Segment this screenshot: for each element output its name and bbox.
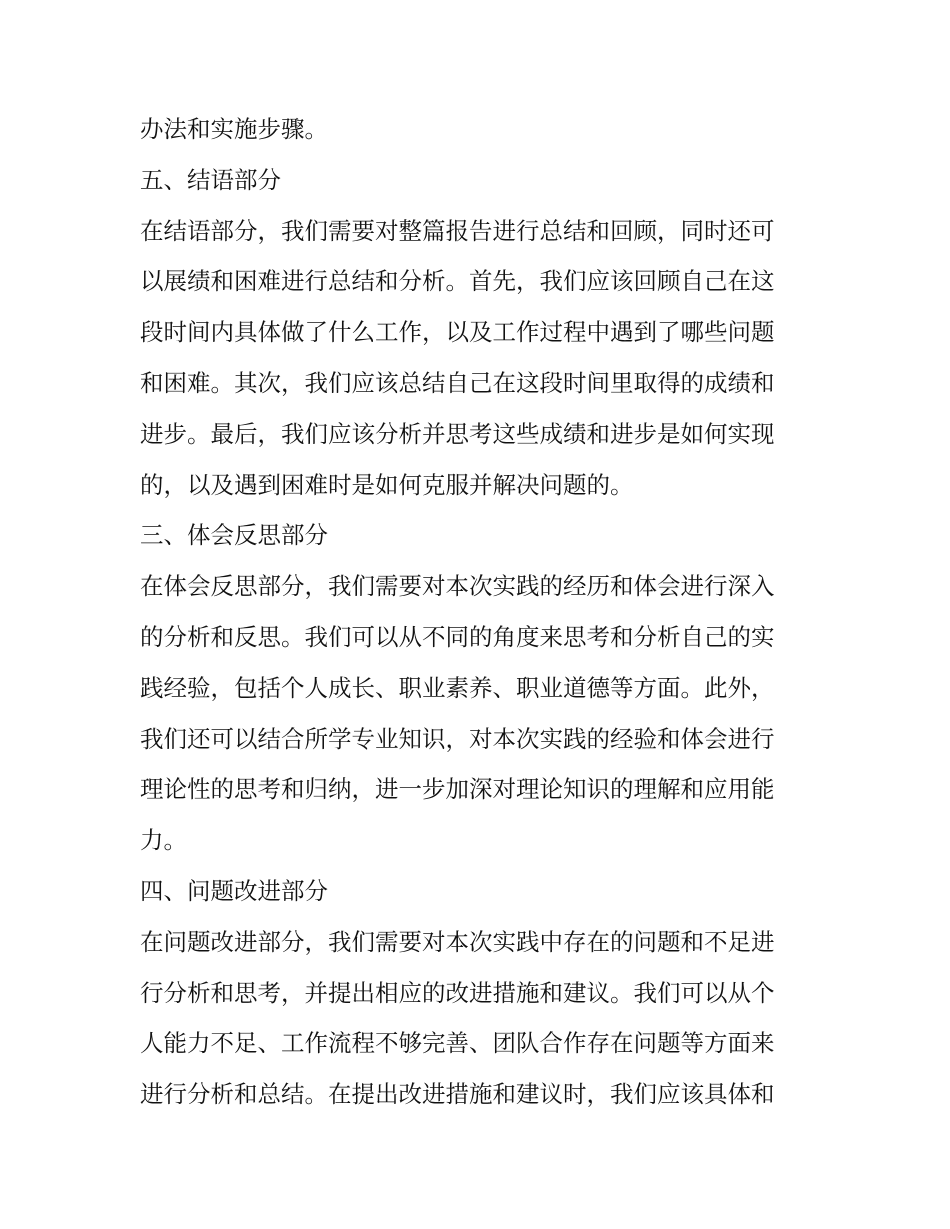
body-text-line: 的分析和反思。我们可以从不同的角度来思考和分析自己的实 bbox=[140, 622, 775, 651]
body-text-line: 在体会反思部分，我们需要对本次实践的经历和体会进行深入 bbox=[140, 572, 775, 601]
body-text-line: 力。 bbox=[140, 826, 187, 855]
body-text-line: 段时间内具体做了什么工作，以及工作过程中遇到了哪些问题 bbox=[140, 318, 775, 347]
body-text-line: 以展绩和困难进行总结和分析。首先，我们应该回顾自己在这 bbox=[140, 267, 775, 296]
section-heading-conclusion: 五、结语部分 bbox=[140, 165, 281, 194]
body-text-line: 人能力不足、工作流程不够完善、团队合作存在问题等方面来 bbox=[140, 1029, 775, 1058]
document-body bbox=[140, 104, 820, 1120]
body-text-line: 进行分析和总结。在提出改进措施和建议时，我们应该具体和 bbox=[140, 1080, 775, 1109]
section-heading-improvement: 四、问题改进部分 bbox=[140, 876, 328, 905]
section-heading-reflection: 三、体会反思部分 bbox=[140, 521, 328, 550]
body-text-line: 进步。最后，我们应该分析并思考这些成绩和进步是如何实现 bbox=[140, 419, 775, 448]
body-text-line: 和困难。其次，我们应该总结自己在这段时间里取得的成绩和 bbox=[140, 368, 775, 397]
body-text-line: 办法和实施步骤。 bbox=[140, 115, 328, 143]
body-text-line: 行分析和思考，并提出相应的改进措施和建议。我们可以从个 bbox=[140, 978, 775, 1007]
body-text-line: 理论性的思考和归纳，进一步加深对理论知识的理解和应用能 bbox=[140, 775, 775, 804]
body-text-line: 在结语部分，我们需要对整篇报告进行总结和回顾，同时还可 bbox=[140, 216, 775, 245]
body-text-line: 我们还可以结合所学专业知识，对本次实践的经验和体会进行 bbox=[140, 724, 775, 753]
body-text-line: 的，以及遇到困难时是如何克服并解决问题的。 bbox=[140, 470, 634, 499]
body-text-line: 在问题改进部分，我们需要对本次实践中存在的问题和不足进 bbox=[140, 927, 775, 956]
body-text-line: 践经验，包括个人成长、职业素养、职业道德等方面。此外， bbox=[140, 673, 775, 702]
